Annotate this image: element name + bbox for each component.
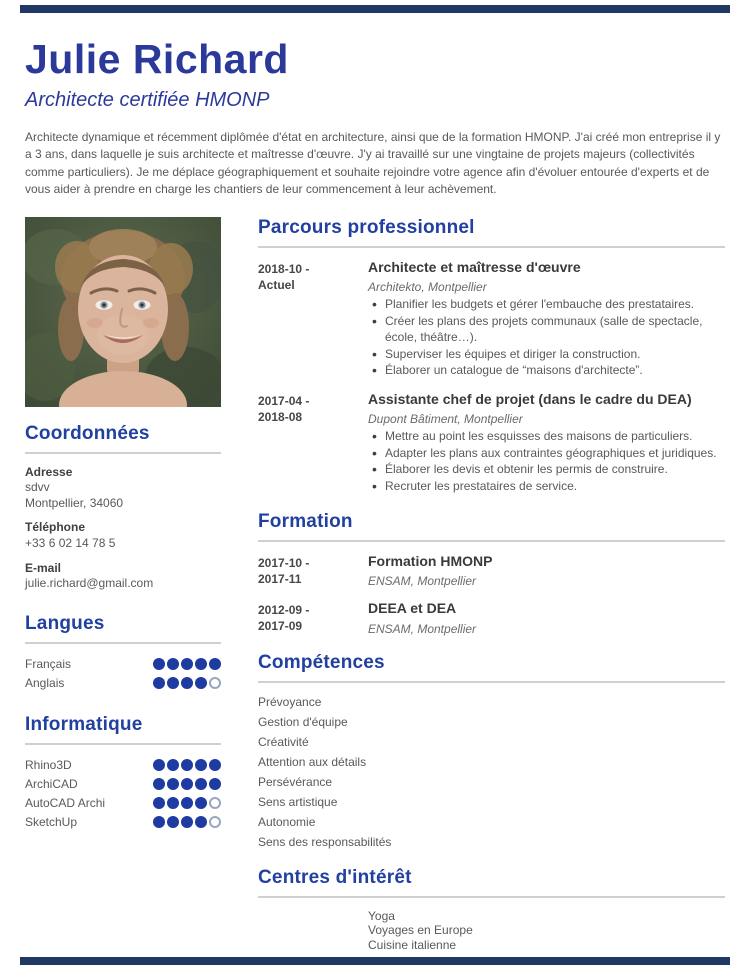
level-label: ArchiCAD <box>25 777 78 792</box>
entry-dates <box>258 259 368 379</box>
entry-bullet: • Mettre au point les esquisses des maisons de particuliers. <box>368 428 725 445</box>
level-dot-filled <box>153 658 165 670</box>
level-dot-filled <box>167 778 179 790</box>
contact-group <box>25 561 221 592</box>
profile-summary: Architecte dynamique et récemment diplômée d'état en architecture, ainsi que de la formation HMONP. J'ai créé mon entreprise il y a 3 ans, dans laquelle je suis architecte et maîtresse d'œuvre. J'y ai travaillé sur une vingtaine de projets majeurs (collectivités comme particuliers). Je me déplace géographiquement et souhaite rejoindre votre agence afin d'évoluer entourée d'experts et de vous aider à prendre en charge les chantiers de leur commencement à leur achèvement. <box>25 130 721 197</box>
entry-organization: ENSAM, Montpellier <box>368 574 477 589</box>
skill-item: Persévérance <box>258 774 333 789</box>
level-row <box>25 674 221 693</box>
section-heading-education: Formation <box>258 510 353 532</box>
entry-bullet: • Planifier les budgets et gérer l'embauche des prestataires. <box>368 296 725 313</box>
level-row <box>25 813 221 832</box>
level-dot-filled <box>167 759 179 771</box>
level-dot-filled <box>153 677 165 689</box>
person-name: Julie Richard <box>25 36 289 82</box>
top-accent-bar <box>20 5 730 13</box>
level-dot-filled <box>209 759 221 771</box>
person-job-title: Architecte certifiée HMONP <box>25 89 270 112</box>
skill-item: Attention aux détails <box>258 754 367 769</box>
contact-value: +33 6 02 14 78 5 <box>25 535 116 550</box>
entry-bullets <box>368 296 725 379</box>
level-dot-filled <box>195 778 207 790</box>
level-dot-filled <box>153 816 165 828</box>
contact-label: Adresse <box>25 464 73 479</box>
timeline-entry <box>258 553 725 589</box>
entry-dates <box>258 391 368 495</box>
level-dots <box>151 677 221 689</box>
entry-bullet: • Adapter les plans aux contraintes géographiques et juridiques. <box>368 445 725 462</box>
timeline-entry <box>258 259 725 379</box>
level-dot-filled <box>195 759 207 771</box>
level-dots <box>151 658 221 670</box>
skill-item: Prévoyance <box>258 694 322 709</box>
section-heading-skills: Compétences <box>258 651 385 673</box>
entry-organization: Architekto, Montpellier <box>368 280 487 295</box>
section-divider <box>258 896 725 898</box>
entry-bullet: • Élaborer un catalogue de “maisons d'architecte”. <box>368 362 725 379</box>
interests-section <box>258 867 725 952</box>
level-dot-filled <box>209 658 221 670</box>
level-dot-empty <box>209 797 221 809</box>
entry-date-from: 2012-09 - <box>258 603 310 618</box>
entry-body <box>368 553 725 589</box>
level-dot-filled <box>167 797 179 809</box>
level-dot-filled <box>153 797 165 809</box>
contact-value[interactable]: julie.richard@gmail.com <box>25 576 154 591</box>
level-dot-filled <box>167 658 179 670</box>
level-dot-filled <box>181 816 193 828</box>
timeline-entry <box>258 600 725 636</box>
entry-date-from: 2017-10 - <box>258 555 310 570</box>
left-column <box>25 217 221 968</box>
contact-list <box>25 465 221 592</box>
level-label: Français <box>25 657 72 672</box>
level-dots <box>151 759 221 771</box>
contact-label: Téléphone <box>25 520 86 535</box>
skill-item: Autonomie <box>258 814 316 829</box>
header <box>0 0 750 199</box>
entry-bullet: • Superviser les équipes et diriger la construction. <box>368 346 725 363</box>
entry-date-to: Actuel <box>258 277 295 292</box>
section-heading-contact: Coordonnées <box>25 422 150 444</box>
contact-group <box>25 520 221 551</box>
skill-item: Créativité <box>258 734 309 749</box>
level-dot-filled <box>153 759 165 771</box>
entry-body <box>368 259 725 379</box>
entry-title: DEEA et DEA <box>368 600 457 617</box>
section-divider <box>258 246 725 248</box>
level-label: AutoCAD Archi <box>25 796 106 811</box>
contact-value: Montpellier, 34060 <box>25 495 124 510</box>
skill-item: Sens artistique <box>258 794 338 809</box>
level-dots <box>151 797 221 809</box>
section-heading-interests: Centres d'intérêt <box>258 866 412 888</box>
section-divider <box>258 540 725 542</box>
level-dot-filled <box>195 658 207 670</box>
level-dot-filled <box>195 677 207 689</box>
level-dots <box>151 816 221 828</box>
level-dot-filled <box>167 677 179 689</box>
level-dot-filled <box>181 677 193 689</box>
level-dot-filled <box>209 778 221 790</box>
section-divider <box>25 452 221 454</box>
entry-body <box>368 391 725 495</box>
entry-date-from: 2018-10 - <box>258 261 310 276</box>
entry-bullet: • Recruter les prestataires de service. <box>368 478 725 495</box>
level-row <box>25 756 221 775</box>
entry-bullet: • Élaborer les devis et obtenir les permis de construire. <box>368 461 725 478</box>
language-list <box>25 655 221 693</box>
level-dot-empty <box>209 677 221 689</box>
section-divider <box>25 743 221 745</box>
section-heading-software: Informatique <box>25 713 143 735</box>
entry-title: Formation HMONP <box>368 552 493 569</box>
timeline-entry <box>258 391 725 495</box>
entry-bullet: • Créer les plans des projets communaux (salle de spectacle, école, théâtre…). <box>368 313 725 346</box>
level-dot-filled <box>181 658 193 670</box>
skills-list <box>258 694 725 851</box>
education-section <box>258 511 725 636</box>
columns <box>0 217 750 968</box>
contact-label: E-mail <box>25 560 62 575</box>
entry-date-to: 2017-09 <box>258 619 303 634</box>
level-label: SketchUp <box>25 815 78 830</box>
education-entries <box>258 553 725 636</box>
level-dot-filled <box>153 778 165 790</box>
entry-body <box>368 600 725 636</box>
level-label: Rhino3D <box>25 758 72 773</box>
entry-date-to: 2018-08 <box>258 410 303 425</box>
experience-section <box>258 217 725 495</box>
interest-item: Voyages en Europe <box>368 923 473 938</box>
contact-value: sdvv <box>25 480 50 495</box>
interests-list <box>368 909 725 952</box>
skill-item: Gestion d'équipe <box>258 714 348 729</box>
level-row <box>25 775 221 794</box>
entry-dates <box>258 553 368 589</box>
interest-item: Yoga <box>368 908 395 923</box>
level-dot-filled <box>195 816 207 828</box>
entry-organization: Dupont Bâtiment, Montpellier <box>368 412 523 427</box>
entry-date-from: 2017-04 - <box>258 393 310 408</box>
entry-title: Assistante chef de projet (dans le cadre du DEA) <box>368 390 692 407</box>
section-heading-experience: Parcours professionnel <box>258 216 475 238</box>
bottom-accent-bar <box>20 957 730 965</box>
section-divider <box>258 681 725 683</box>
level-row <box>25 794 221 813</box>
level-dot-filled <box>195 797 207 809</box>
skills-section <box>258 652 725 851</box>
level-dot-empty <box>209 816 221 828</box>
right-column <box>258 217 725 968</box>
entry-title: Architecte et maîtresse d'œuvre <box>368 258 581 275</box>
entry-bullets <box>368 428 725 494</box>
level-label: Anglais <box>25 676 65 691</box>
entry-organization: ENSAM, Montpellier <box>368 621 477 636</box>
level-dot-filled <box>181 778 193 790</box>
section-divider <box>25 642 221 644</box>
level-dot-filled <box>181 797 193 809</box>
contact-group <box>25 465 221 512</box>
skill-item: Sens des responsabilités <box>258 834 392 849</box>
entry-dates <box>258 600 368 636</box>
level-dot-filled <box>167 816 179 828</box>
software-list <box>25 756 221 832</box>
profile-photo <box>25 217 221 407</box>
interest-item: Cuisine italienne <box>368 937 457 952</box>
entry-date-to: 2017-11 <box>258 571 302 586</box>
level-dots <box>151 778 221 790</box>
portrait-illustration <box>25 217 221 407</box>
level-row <box>25 655 221 674</box>
section-heading-languages: Langues <box>25 612 105 634</box>
experience-entries <box>258 259 725 495</box>
level-dot-filled <box>181 759 193 771</box>
